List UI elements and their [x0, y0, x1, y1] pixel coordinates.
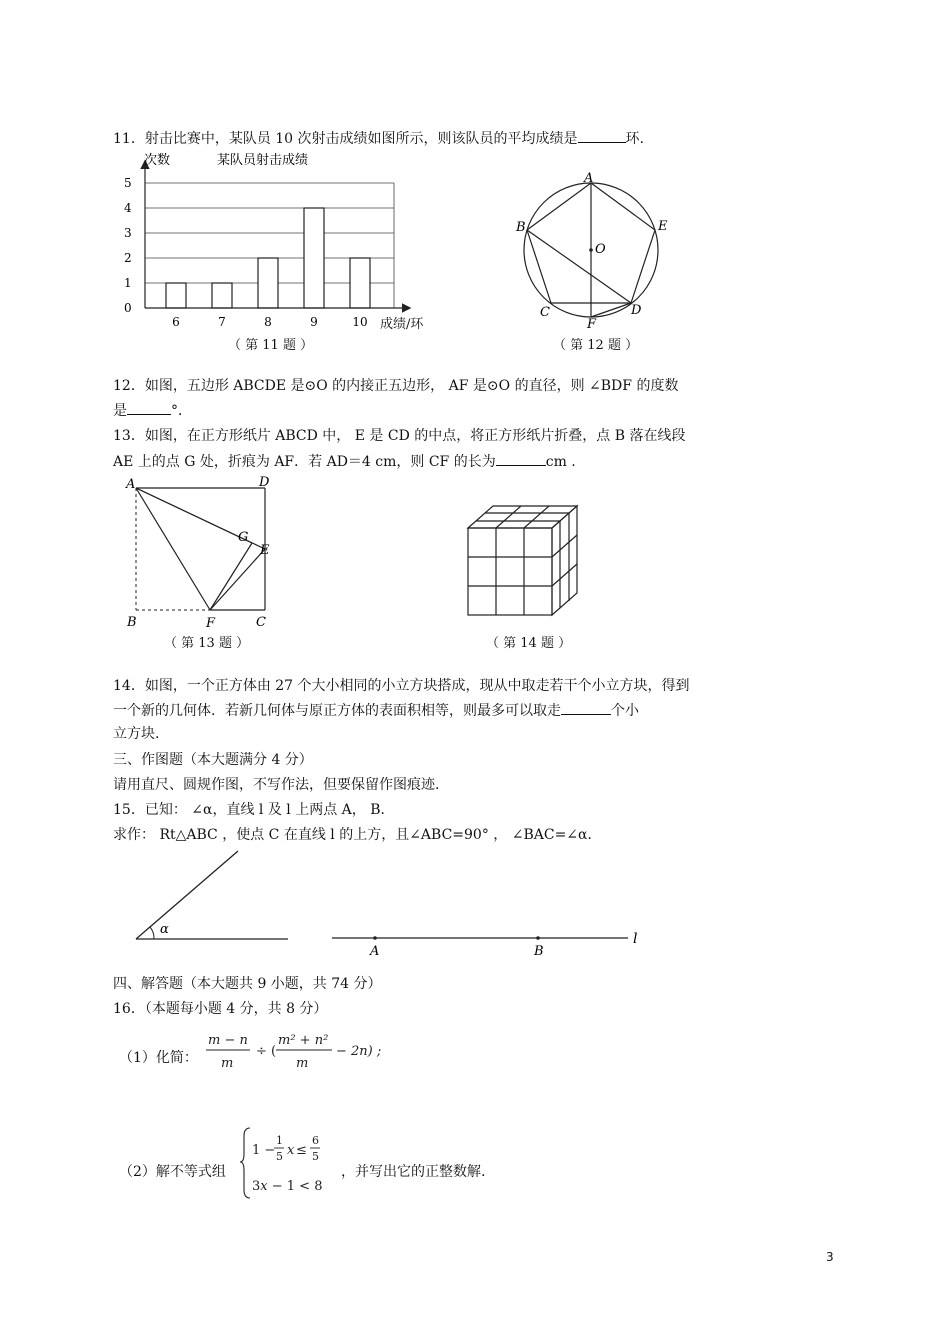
q11-stem: 11．射击比赛中，某队员 10 次射击成绩如图所示，则该队员的平均成绩是: [113, 131, 578, 147]
x-tick-label: 6: [172, 315, 180, 329]
y-tick-label: 2: [124, 251, 132, 265]
fig12-caption: （ 第 12 题 ）: [553, 338, 639, 353]
page-number: 3: [826, 1250, 834, 1264]
label-a: A: [126, 477, 136, 492]
cube-27-fig14: [460, 500, 590, 625]
alpha-label: α: [160, 922, 169, 937]
bar-6: [166, 283, 186, 308]
chord-df: [591, 303, 631, 317]
bar-10: [350, 258, 370, 308]
q15-line2: 求作： Rt△ABC ，使点 C 在直线 l 的上方，且∠ABC=90° ， ∠BAC=∠α．: [113, 827, 602, 843]
angle-ray-upper: [136, 851, 238, 939]
q16-part2: [119, 1162, 226, 1182]
svg-text:1 −: 1 −: [252, 1143, 276, 1158]
answer-blank: [578, 128, 626, 143]
chart-ylabel: 次数: [144, 153, 171, 168]
q14-unit: 个小: [611, 703, 639, 719]
y-tick-label: 5: [124, 176, 132, 190]
label-o: O: [595, 242, 606, 257]
bar-8: [258, 258, 278, 308]
bar-9: [304, 208, 324, 308]
svg-text:≤: ≤: [296, 1143, 307, 1158]
q12-degree: °．: [171, 403, 192, 419]
label-c: C: [540, 305, 550, 320]
q12-line2: [113, 400, 192, 421]
label-c: C: [256, 615, 266, 630]
formula-inequality-system: [240, 1124, 340, 1202]
angle-symbol: ∠: [589, 378, 601, 394]
svg-text:5: 5: [276, 1150, 283, 1163]
section3-title: 三、作图题（本大题满分 4 分）: [113, 752, 313, 768]
q13-line1: 13．如图，在正方形纸片 ABCD 中， E 是 CD 的中点，将正方形纸片折叠，点 B 落在线段: [113, 428, 686, 444]
q12-stem: 12．如图，五边形 ABCDE 是⊙O 的内接正五边形， AF 是⊙O 的直径，则: [113, 378, 590, 394]
svg-text:6: 6: [312, 1134, 319, 1147]
fig11-caption: （ 第 11 题 ）: [228, 338, 314, 353]
y-tick-label: 0: [124, 301, 132, 315]
section3-instructions: 请用直尺、圆规作图，不写作法，但要保留作图痕迹.: [113, 777, 440, 793]
q13-line2: [113, 451, 576, 472]
svg-text:m: m: [296, 1056, 309, 1071]
y-tick-label: 1: [124, 276, 132, 290]
q14-line2: [113, 700, 639, 721]
x-tick-label: 9: [310, 315, 318, 329]
label-d: D: [631, 303, 642, 318]
label-f: F: [587, 317, 597, 332]
label-b: B: [127, 615, 137, 630]
q12-stem-end: BDF 的度数: [600, 378, 679, 394]
q11-unit: 环.: [625, 131, 644, 147]
folded-square-fig13: [120, 474, 280, 630]
label-b: B: [516, 220, 526, 235]
y-tick-label: 3: [124, 226, 132, 240]
label-d: D: [259, 475, 270, 490]
label-a: A: [584, 171, 594, 186]
chord-bd: [527, 230, 631, 303]
q16-part2-tail: ，并写出它的正整数解.: [341, 1164, 486, 1180]
q14-line1: 14．如图，一个正方体由 27 个大小相同的小立方块搭成，现从中取走若干个小立方块，得到: [113, 678, 690, 694]
label-e: E: [658, 219, 668, 234]
svg-text:1: 1: [276, 1134, 283, 1147]
fig14-caption: （ 第 14 题 ）: [486, 636, 572, 651]
q14-stem: 一个新的几何体．若新几何体与原正方体的表面积相等，则最多可以取走: [113, 703, 561, 719]
label-l: l: [633, 931, 638, 947]
q13-unit: cm .: [545, 454, 576, 470]
svg-text:m − n: m − n: [208, 1033, 248, 1048]
point-a: [373, 936, 377, 940]
pentagon-circle-fig12: [510, 170, 680, 330]
answer-blank: [496, 451, 546, 466]
svg-text:5: 5: [312, 1150, 319, 1163]
answer-blank: [561, 700, 611, 715]
q14-line3: 立方块.: [113, 726, 160, 742]
svg-text:m² + n²: m² + n²: [278, 1033, 329, 1048]
svg-text:− 2n) ;: − 2n) ;: [336, 1044, 382, 1059]
construction-fig15: [120, 845, 660, 960]
q15-line1: 15．已知： ∠α，直线 l 及 l 上两点 A， B．: [113, 802, 395, 818]
x-tick-label: 10: [352, 315, 368, 329]
q16-head: 16．（本题每小题 4 分，共 8 分）: [113, 1001, 328, 1017]
point-b: [536, 936, 540, 940]
bar-7: [212, 283, 232, 308]
section4-title: 四、解答题（本大题共 9 小题，共 74 分）: [113, 976, 382, 992]
fig11-x-label: 成绩/环: [380, 317, 424, 332]
y-tick-label: 4: [124, 201, 132, 215]
q16-part1-label: （1）化简：: [119, 1050, 198, 1066]
label-b: B: [534, 944, 544, 959]
svg-text:÷ (: ÷ (: [256, 1044, 277, 1059]
chart-title: 某队员射击成绩: [217, 153, 309, 168]
svg-text:x: x: [287, 1143, 295, 1158]
q16-part2-label: （2）解不等式组: [119, 1164, 226, 1180]
svg-text:m: m: [221, 1056, 234, 1071]
svg-text:3x − 1 < 8: 3x − 1 < 8: [252, 1179, 323, 1194]
x-tick-label: 8: [264, 315, 272, 329]
center-point: [589, 248, 593, 252]
formula-simplify: [204, 1028, 384, 1076]
x-tick-label: 7: [218, 315, 226, 329]
fig13-caption: （ 第 13 题 ）: [164, 636, 250, 651]
q13-stem: AE 上的点 G 处，折痕为 AF．若 AD＝4 cm，则 CF 的长为: [113, 454, 496, 470]
label-e: E: [260, 543, 270, 558]
q16-part1: [119, 1048, 198, 1068]
label-a: A: [370, 944, 380, 959]
q12-is: 是: [113, 403, 127, 419]
label-g: G: [238, 530, 249, 545]
q11-text: [113, 128, 644, 149]
q12-line1: [113, 376, 678, 396]
answer-blank: [127, 400, 171, 415]
label-f: F: [206, 616, 216, 631]
